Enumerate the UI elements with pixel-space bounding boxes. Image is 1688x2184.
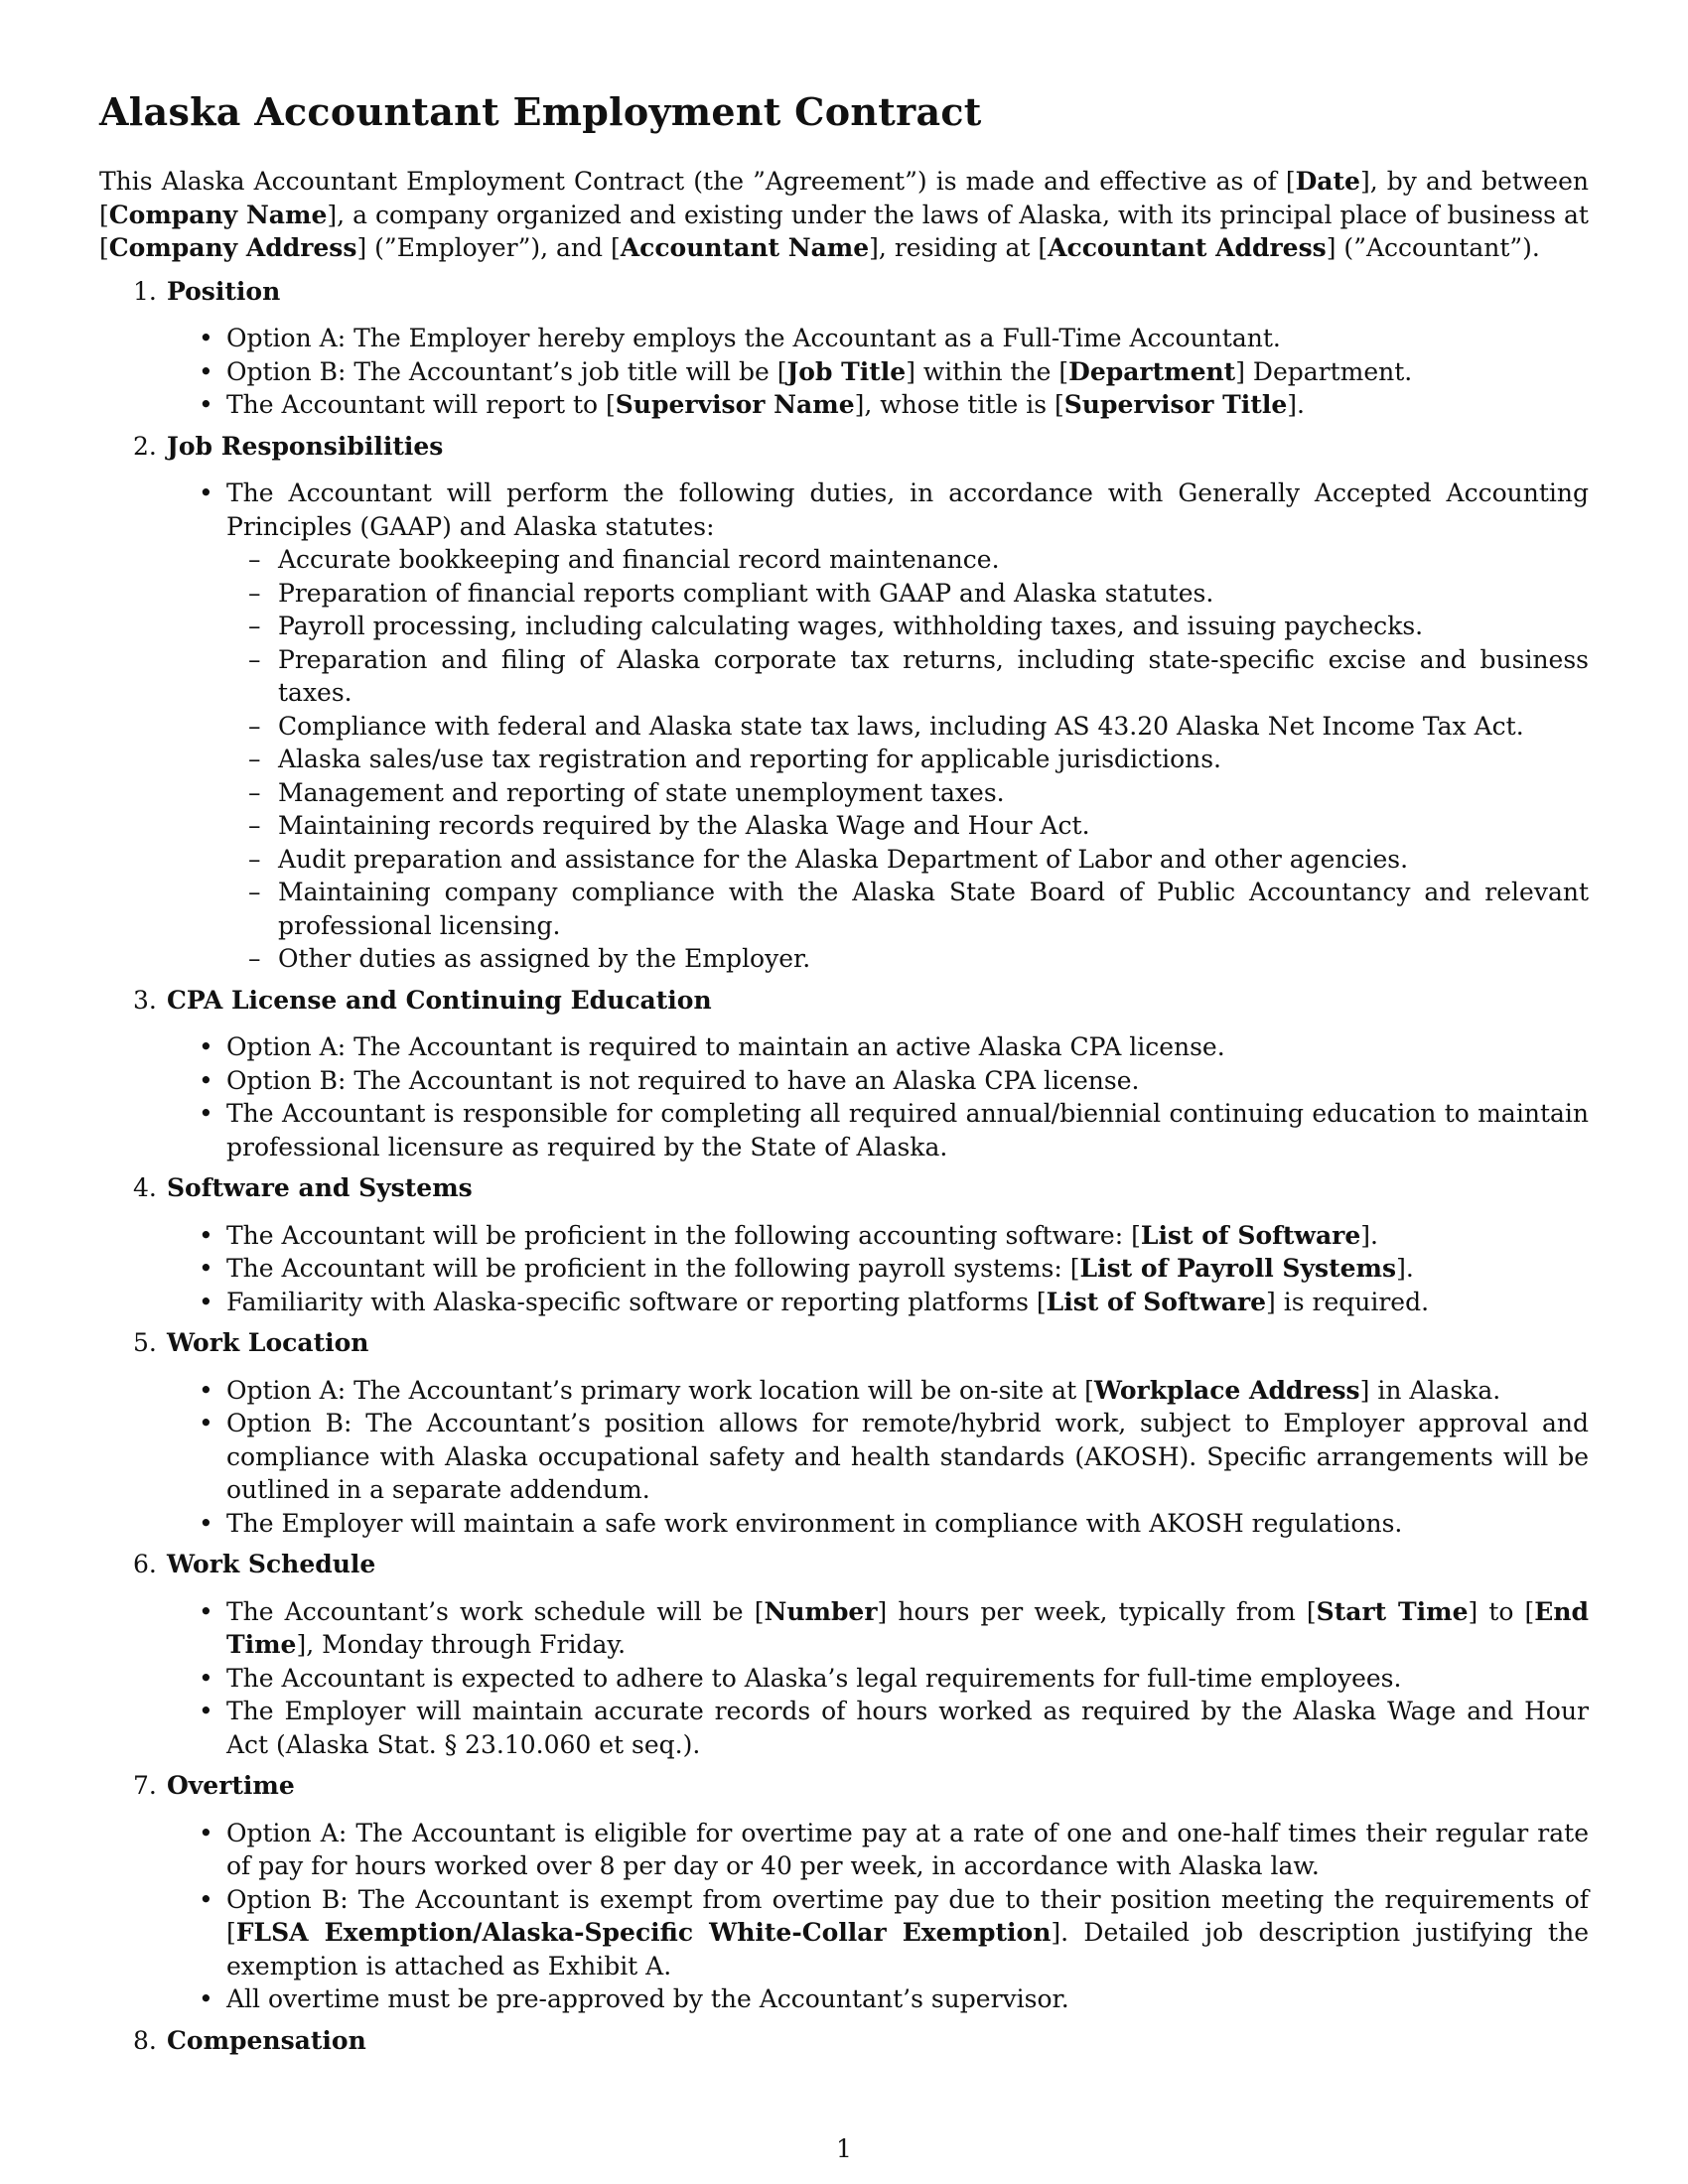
sub-item: [226, 843, 1589, 877]
intro-paragraph: [99, 165, 1589, 265]
text-run: The Accountant’s work schedule will be [: [226, 1596, 765, 1626]
sub-item: [226, 776, 1589, 810]
placeholder-field: Supervisor Title: [1063, 390, 1288, 419]
text-run: ] in Alaska.: [1359, 1375, 1501, 1405]
bullet-list: [167, 477, 1589, 976]
bullet-item: [167, 388, 1589, 422]
bullet-text: [226, 1288, 1429, 1316]
placeholder-field: Department: [1068, 356, 1236, 386]
bullet-icon: •: [199, 478, 213, 507]
bullet-icon: •: [199, 1984, 213, 2013]
bullet-item: [167, 1662, 1589, 1696]
sub-item: [226, 543, 1589, 577]
text-run: ] is required.: [1266, 1287, 1430, 1316]
sub-item-text: Accurate bookkeeping and financial record maintenance.: [278, 545, 1000, 574]
bullet-list: [167, 1374, 1589, 1541]
bullet-icon: •: [199, 1663, 213, 1693]
text-run: Option B: The Accountant’s job title will be [: [226, 356, 787, 386]
bullet-text: [226, 1984, 1069, 2013]
text-run: Option B: The Accountant’s position allows for remote/hybrid work, subject to Employer approval and compliance with Alaska occupational safety and health standards (AKOSH). Specific arrangements will be outlined in a separate addendum.: [226, 1409, 1589, 1504]
sub-item-text: Management and reporting of state unemployment taxes.: [278, 777, 1005, 807]
bullet-icon: •: [199, 390, 213, 419]
bullet-list: [167, 1817, 1589, 2016]
dash-icon: –: [248, 612, 261, 640]
text-run: The Accountant will be proficient in the following payroll systems: [: [226, 1254, 1080, 1283]
section-number: 5.: [133, 1328, 157, 1357]
sub-item: [226, 577, 1589, 611]
bullet-icon: •: [199, 1409, 213, 1437]
bullet-item: [167, 1374, 1589, 1408]
placeholder-field: Number: [764, 1596, 878, 1626]
section-number: 2.: [133, 431, 157, 461]
text-run: ], whose title is [: [854, 390, 1064, 419]
section-item: [99, 275, 1589, 422]
section-number: 7.: [133, 1771, 157, 1800]
bullet-icon: •: [199, 1254, 213, 1283]
text-run: ] (”Accountant”).: [1326, 233, 1540, 262]
text-run: ].: [1287, 390, 1305, 419]
text-run: ], residing at [: [869, 233, 1049, 262]
section-item: [99, 1769, 1589, 2016]
text-run: The Employer will maintain accurate records of hours worked as required by the Alaska Wage and Hour Act (Alaska Stat. § 23.10.060 et seq.).: [226, 1697, 1589, 1759]
sub-list: [226, 543, 1589, 976]
section-title: Position: [167, 276, 281, 306]
bullet-item: [167, 1883, 1589, 1983]
document-title: Alaska Accountant Employment Contract: [99, 89, 982, 134]
text-run: The Accountant will be proficient in the following accounting software: [: [226, 1220, 1141, 1250]
dash-icon: –: [248, 711, 261, 741]
section-list: [99, 275, 1589, 2058]
section-title: Work Schedule: [167, 1550, 376, 1578]
text-run: The Accountant will perform the following duties, in accordance with Generally Accepted Accounting Principles (GAAP) and Alaska statutes:: [226, 478, 1589, 541]
text-run: ] Department.: [1235, 356, 1413, 386]
section-title: Compensation: [167, 2025, 366, 2055]
placeholder-field: FLSA Exemption/Alaska-Specific White-Collar Exemption: [235, 1918, 1052, 1947]
section-title: Job Responsibilities: [167, 431, 444, 461]
bullet-text: [226, 1066, 1139, 1095]
sub-item: [226, 942, 1589, 976]
placeholder-field: Date: [1295, 167, 1360, 196]
sub-item: [226, 876, 1589, 942]
text-run: Option B: The Accountant is exempt from overtime pay due to their position meeting the requirements of [: [226, 1884, 1589, 1947]
text-run: ].: [1396, 1254, 1414, 1283]
section-title: CPA License and Continuing Education: [167, 985, 712, 1015]
text-run: ]. Detailed job description justifying the exemption is attached as Exhibit A.: [226, 1918, 1589, 1980]
section-item: [99, 1326, 1589, 1540]
text-run: The Accountant is responsible for completing all required annual/biennial continuing education to maintain professional licensure as required by the State of Alaska.: [226, 1099, 1589, 1161]
bullet-list: [167, 1595, 1589, 1762]
section-number: 8.: [133, 2025, 157, 2055]
bullet-item: [167, 1595, 1589, 1662]
section-number: 4.: [133, 1173, 157, 1202]
dash-icon: –: [248, 545, 261, 574]
text-run: ] (”Employer”), and [: [356, 233, 621, 262]
text-run: ] hours per week, typically from [: [877, 1596, 1317, 1626]
text-run: ], a company organized and existing under the laws of Alaska, with its principal place of business at [: [99, 200, 1589, 262]
bullet-text: [226, 390, 1305, 419]
page-number: 1: [836, 2134, 852, 2163]
dash-icon: –: [248, 777, 261, 807]
section-title: Overtime: [167, 1771, 295, 1800]
text-run: ] to [: [1468, 1596, 1535, 1626]
bullet-text: [226, 1376, 1500, 1405]
text-run: Option A: The Accountant is required to maintain an active Alaska CPA license.: [226, 1032, 1225, 1061]
bullet-item: [167, 1407, 1589, 1507]
bullet-text: [226, 1221, 1378, 1250]
bullet-item: [167, 1030, 1589, 1064]
dash-icon: –: [248, 578, 261, 608]
text-run: ], Monday through Friday.: [296, 1630, 627, 1659]
bullet-item: [167, 1982, 1589, 2016]
bullet-text: [226, 1099, 1589, 1161]
bullet-item: [167, 1817, 1589, 1883]
bullet-text: [226, 1819, 1589, 1881]
dash-icon: –: [248, 644, 261, 674]
sub-item-text: Alaska sales/use tax registration and reporting for applicable jurisdictions.: [278, 745, 1221, 773]
bullet-text: [226, 1032, 1225, 1061]
bullet-list: [167, 322, 1589, 422]
section-number: 3.: [133, 985, 157, 1015]
text-run: ] within the [: [906, 356, 1069, 386]
dash-icon: –: [248, 745, 261, 773]
sub-item-text: Compliance with federal and Alaska state tax laws, including AS 43.20 Alaska Net Income Tax Act.: [278, 711, 1524, 741]
sub-item-text: Other duties as assigned by the Employer.: [278, 944, 811, 973]
text-run: ], by and between [: [99, 167, 1589, 229]
bullet-item: [167, 1252, 1589, 1286]
text-run: Familiarity with Alaska-specific software or reporting platforms [: [226, 1287, 1047, 1316]
section-number: 1.: [133, 276, 157, 306]
bullet-list: [167, 1219, 1589, 1319]
sub-item-text: Preparation and filing of Alaska corporate tax returns, including state-specific excise and business taxes.: [278, 644, 1589, 707]
dash-icon: –: [248, 944, 261, 973]
section-number: 6.: [133, 1550, 157, 1578]
section-item: [99, 984, 1589, 1164]
sub-item: [226, 610, 1589, 643]
text-run: Option B: The Accountant is not required to have an Alaska CPA license.: [226, 1065, 1140, 1095]
placeholder-field: Supervisor Name: [615, 390, 855, 419]
sub-item: [226, 710, 1589, 744]
placeholder-field: Job Title: [786, 356, 907, 386]
placeholder-field: Accountant Address: [1048, 233, 1327, 262]
bullet-icon: •: [199, 1818, 213, 1847]
section-title: Software and Systems: [167, 1173, 473, 1202]
sub-item: [226, 643, 1589, 710]
bullet-text: [226, 1885, 1589, 1980]
placeholder-field: List of Payroll Systems: [1079, 1254, 1397, 1283]
bullet-item: [167, 1064, 1589, 1098]
bullet-icon: •: [199, 1375, 213, 1405]
bullet-item: [167, 355, 1589, 389]
placeholder-field: List of Software: [1140, 1220, 1361, 1250]
bullet-text: [226, 1664, 1401, 1693]
dash-icon: –: [248, 878, 261, 906]
bullet-icon: •: [199, 1697, 213, 1725]
bullet-icon: •: [199, 356, 213, 386]
placeholder-field: Accountant Name: [620, 233, 870, 262]
bullet-icon: •: [199, 1287, 213, 1316]
bullet-icon: •: [199, 324, 213, 352]
section-item: [99, 1171, 1589, 1318]
bullet-text: [226, 357, 1412, 386]
text-run: ].: [1360, 1220, 1378, 1250]
bullet-item: [167, 1507, 1589, 1541]
sub-item-text: Maintaining records required by the Alaska Wage and Hour Act.: [278, 811, 1090, 840]
bullet-icon: •: [199, 1099, 213, 1128]
bullet-text: [226, 1509, 1402, 1538]
text-run: Option A: The Employer hereby employs the Accountant as a Full-Time Accountant.: [226, 324, 1281, 352]
placeholder-field: Company Name: [108, 200, 328, 229]
placeholder-field: Start Time: [1316, 1596, 1469, 1626]
dash-icon: –: [248, 844, 261, 874]
bullet-item: [167, 1695, 1589, 1761]
section-item: [99, 430, 1589, 976]
placeholder-field: Workplace Address: [1093, 1375, 1360, 1405]
section-item: [99, 1548, 1589, 1761]
bullet-text: [226, 1697, 1589, 1759]
bullet-icon: •: [199, 1220, 213, 1250]
bullet-list: [167, 1030, 1589, 1163]
sub-item-text: Payroll processing, including calculating wages, withholding taxes, and issuing paychecks.: [278, 612, 1424, 640]
bullet-item: [167, 477, 1589, 976]
bullet-icon: •: [199, 1032, 213, 1061]
placeholder-field: Company Address: [108, 233, 357, 262]
text-run: Option A: The Accountant’s primary work location will be on-site at [: [226, 1375, 1094, 1405]
bullet-icon: •: [199, 1065, 213, 1095]
text-run: All overtime must be pre-approved by the Accountant’s supervisor.: [226, 1984, 1069, 2013]
bullet-text: [226, 1254, 1414, 1283]
bullet-icon: •: [199, 1508, 213, 1538]
section-title: Work Location: [167, 1328, 369, 1357]
sub-item: [226, 809, 1589, 843]
bullet-item: [167, 1097, 1589, 1163]
bullet-icon: •: [199, 1884, 213, 1914]
dash-icon: –: [248, 811, 261, 840]
sub-item-text: Preparation of financial reports compliant with GAAP and Alaska statutes.: [278, 578, 1214, 608]
section-item: [99, 2024, 1589, 2058]
bullet-text: [226, 324, 1281, 352]
bullet-item: [167, 1219, 1589, 1253]
placeholder-field: List of Software: [1046, 1287, 1267, 1316]
bullet-icon: •: [199, 1596, 213, 1626]
sub-item-text: Maintaining company compliance with the Alaska State Board of Public Accountancy and relevant professional licensing.: [278, 878, 1589, 940]
sub-item: [226, 743, 1589, 776]
bullet-text: [226, 1409, 1589, 1504]
text-run: The Accountant is expected to adhere to Alaska’s legal requirements for full-time employees.: [226, 1663, 1402, 1693]
text-run: The Employer will maintain a safe work environment in compliance with AKOSH regulations.: [226, 1508, 1403, 1538]
text-run: This Alaska Accountant Employment Contract (the ”Agreement”) is made and effective as of [: [99, 167, 1296, 196]
document-page: [99, 87, 1589, 2065]
sub-item-text: Audit preparation and assistance for the Alaska Department of Labor and other agencies.: [278, 844, 1409, 874]
placeholder-field: End Time: [226, 1596, 1590, 1659]
text-run: The Accountant will report to [: [226, 390, 616, 419]
bullet-item: [167, 322, 1589, 355]
bullet-item: [167, 1286, 1589, 1319]
bullet-text: [226, 478, 1589, 541]
bullet-text: [226, 1597, 1589, 1660]
text-run: Option A: The Accountant is eligible for overtime pay at a rate of one and one-half times their regular rate of pay for hours worked over 8 per day or 40 per week, in accordance with Alaska law.: [226, 1818, 1589, 1880]
